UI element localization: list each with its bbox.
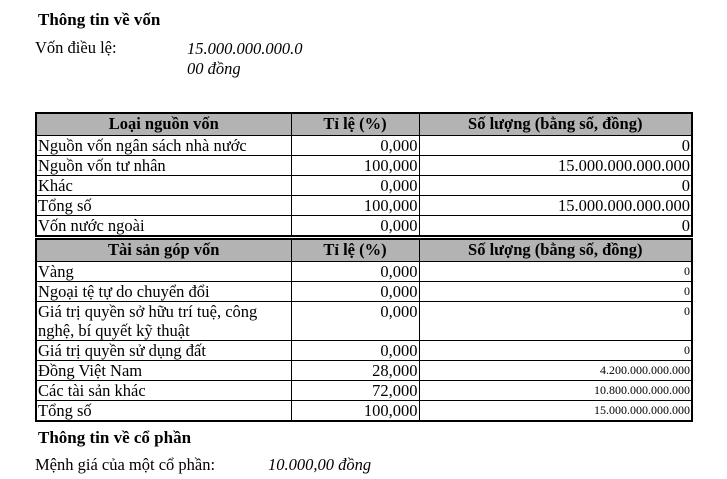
cell-label: Tổng số [36,196,291,216]
cell-amount: 10.800.000.000.000 [419,381,692,401]
cell-label: Đồng Việt Nam [36,361,291,381]
cell-label: Giá trị quyền sở hữu trí tuệ, công nghệ, bí quyết kỹ thuật [36,302,291,341]
table-row [36,136,692,156]
table-header-row [36,113,692,136]
header-amount: Số lượng (bằng số, đồng) [419,113,692,136]
capital-section-title: Thông tin về vốn [38,10,161,29]
cell-ratio: 0,000 [291,302,419,341]
table-row [36,216,692,237]
table-row [36,302,692,341]
table-row [36,381,692,401]
cell-ratio: 0,000 [291,262,419,282]
cell-label: Nguồn vốn tư nhân [36,156,291,176]
header-ratio: Tỉ lệ (%) [291,239,419,262]
cell-ratio: 100,000 [291,401,419,422]
cell-ratio: 28,000 [291,361,419,381]
cell-amount: 0 [419,136,692,156]
cell-ratio: 0,000 [291,176,419,196]
par-value-label: Mệnh giá của một cổ phần: [35,455,216,474]
table-row [36,341,692,361]
table-header-row [36,239,692,262]
capital-sources-table [35,112,693,237]
table-row [36,196,692,216]
table-row [36,282,692,302]
cell-amount: 15.000.000.000.000 [419,196,692,216]
cell-ratio: 100,000 [291,196,419,216]
table-row [36,361,692,381]
table-row [36,262,692,282]
cell-label: Vàng [36,262,291,282]
cell-amount: 15.000.000.000.000 [419,401,692,422]
header-ratio: Tỉ lệ (%) [291,113,419,136]
table-row [36,401,692,422]
table-row [36,176,692,196]
cell-label: Giá trị quyền sử dụng đất [36,341,291,361]
charter-capital-value-line1: 15.000.000.000.0 [187,39,303,58]
header-amount: Số lượng (bằng số, đồng) [419,239,692,262]
header-asset-type: Tài sản góp vốn [36,239,291,262]
cell-label: Tổng số [36,401,291,422]
table-row [36,156,692,176]
charter-capital-value [187,39,303,79]
charter-capital-value-line2: 00 đồng [187,59,241,78]
cell-amount: 0 [419,216,692,237]
charter-capital-label: Vốn điều lệ: [35,38,117,57]
cell-label: Các tài sản khác [36,381,291,401]
shares-section-title: Thông tin về cổ phần [38,428,192,447]
cell-amount: 0 [419,282,692,302]
cell-label: Nguồn vốn ngân sách nhà nước [36,136,291,156]
cell-amount: 4.200.000.000.000 [419,361,692,381]
cell-ratio: 0,000 [291,216,419,237]
header-source-type: Loại nguồn vốn [36,113,291,136]
cell-amount: 0 [419,176,692,196]
cell-ratio: 0,000 [291,341,419,361]
cell-amount: 15.000.000.000.000 [419,156,692,176]
par-value: 10.000,00 đồng [268,455,372,474]
cell-ratio: 100,000 [291,156,419,176]
cell-amount: 0 [419,262,692,282]
cell-label: Vốn nước ngoài [36,216,291,237]
cell-label: Ngoại tệ tự do chuyển đổi [36,282,291,302]
contributed-assets-table [35,238,693,422]
cell-label: Khác [36,176,291,196]
cell-ratio: 0,000 [291,282,419,302]
cell-amount: 0 [419,341,692,361]
cell-ratio: 0,000 [291,136,419,156]
cell-amount: 0 [419,302,692,341]
cell-ratio: 72,000 [291,381,419,401]
